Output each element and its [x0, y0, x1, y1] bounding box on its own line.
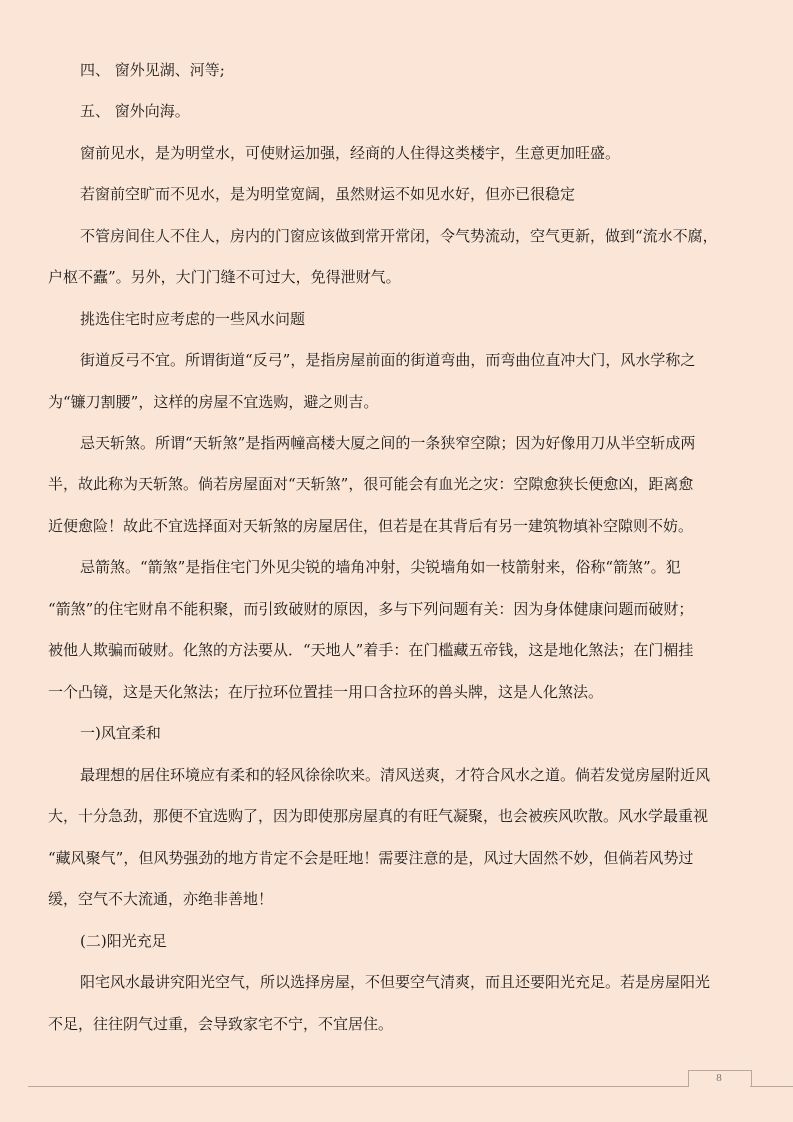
text-line: “藏风聚气”，但风势强劲的地方肯定不会是旺地！需要注意的是，风过大固然不妙，但倘若风势过 [48, 849, 694, 867]
section-heading: 挑选住宅时应考虑的一些风水问题 [80, 310, 306, 328]
text-line: 忌箭煞。“箭煞”是指住宅门外见尖锐的墙角冲射，尖锐墙角如一枝箭射来，俗称“箭煞”。犯 [80, 558, 681, 576]
section-heading: 一)风宜柔和 [80, 724, 161, 742]
text-line: 阳宅风水最讲究阳光空气，所以选择房屋，不但要空气清爽，而且还要阳光充足。若是房屋阳光 [80, 973, 711, 991]
text-line: 大，十分急劲，那便不宜选购了，因为即使那房屋真的有旺气凝聚，也会被疾风吹散。风水学最重视 [48, 807, 709, 825]
text-line: 不足，往往阴气过重，会导致家宅不宁，不宜居住。 [48, 1015, 394, 1033]
footer-divider-right [750, 1086, 793, 1087]
text-line: 五、 窗外向海。 [80, 102, 190, 120]
section-heading: (二)阳光充足 [80, 932, 167, 950]
text-line: 忌天斩煞。所谓“天斩煞”是指两幢高楼大厦之间的一条狭窄空隙；因为好像用刀从半空斩成两 [80, 434, 696, 452]
text-line: 一个凸镜，这是天化煞法；在厅拉环位置挂一用口含拉环的兽头牌，这是人化煞法。 [48, 683, 604, 701]
text-line: 近便愈险！故此不宜选择面对天斩煞的房屋居住，但若是在其背后有另一建筑物填补空隙则不妨。 [48, 517, 694, 535]
text-line: 半，故此称为天斩煞。倘若房屋面对“天斩煞”，很可能会有血光之灾：空隙愈狭长便愈凶，距离愈 [48, 475, 694, 493]
page-number: 8 [716, 1072, 722, 1084]
text-line: 四、 窗外见湖、河等; [80, 61, 225, 79]
text-line: 窗前见水，是为明堂水，可使财运加强，经商的人住得这类楼宇，生意更加旺盛。 [80, 144, 621, 162]
text-line: 最理想的居住环境应有柔和的轻风徐徐吹来。清风送爽，才符合风水之道。倘若发觉房屋附近风 [80, 766, 711, 784]
text-line: 街道反弓不宜。所谓街道“反弓”，是指房屋前面的街道弯曲，而弯曲位直冲大门，风水学称之 [80, 351, 696, 369]
text-line: 被他人欺骗而破财。化煞的方法要从．“天地人”着手：在门槛藏五帝钱，这是地化煞法；在门楣挂 [48, 641, 694, 659]
text-line: 缓，空气不大流通，亦绝非善地！ [48, 890, 274, 908]
text-line: “箭煞”的住宅财帛不能积聚，而引致破财的原因，多与下列问题有关：因为身体健康问题而破财； [48, 600, 694, 618]
footer-divider [28, 1086, 688, 1087]
text-line: 户枢不蠹”。另外，大门门缝不可过大，免得泄财气。 [48, 268, 401, 286]
text-line: 若窗前空旷而不见水，是为明堂宽阔，虽然财运不如见水好，但亦已很稳定 [80, 185, 576, 203]
text-line: 不管房间住人不住人，房内的门窗应该做到常开常闭，令气势流动，空气更新，做到“流水不腐， [80, 227, 718, 245]
text-line: 为“镰刀割腰”，这样的房屋不宜选购，避之则吉。 [48, 393, 379, 411]
